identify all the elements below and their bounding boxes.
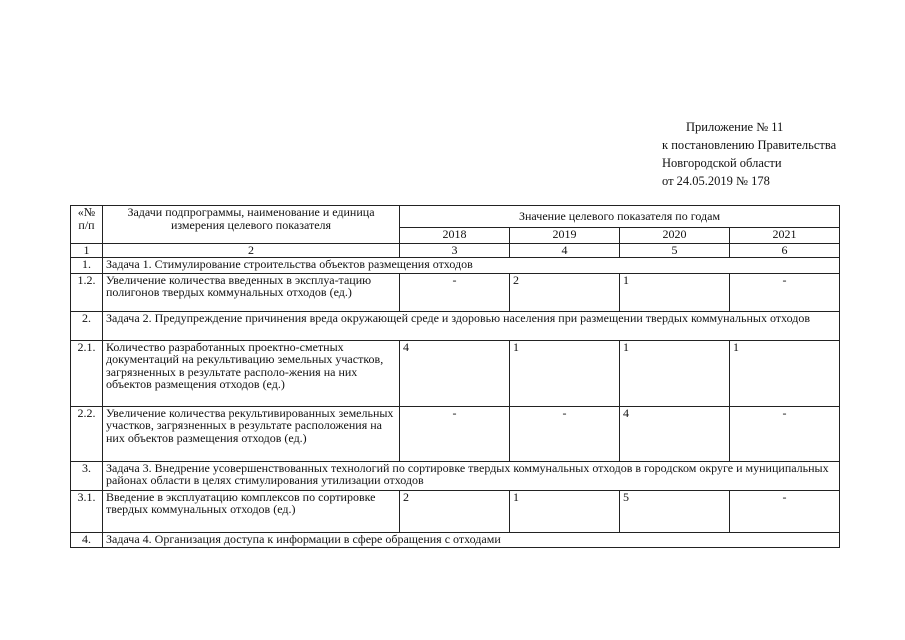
table-row xyxy=(71,461,840,490)
row-number: 2. xyxy=(71,311,103,340)
value-cell: - xyxy=(730,406,840,461)
table-row xyxy=(71,340,840,406)
index-cell: 5 xyxy=(620,244,730,258)
appendix-resolution: к постановлению Правительства xyxy=(662,138,837,152)
table-row xyxy=(71,311,840,340)
row-number: 1. xyxy=(71,257,103,273)
row-number: 3.1. xyxy=(71,490,103,532)
table-row xyxy=(71,490,840,532)
value-cell: 2 xyxy=(400,490,510,532)
row-number: 2.2. xyxy=(71,406,103,461)
header-task: Задачи подпрограммы, наименование и единица измерения целевого показателя xyxy=(103,206,400,244)
value-cell: 2 xyxy=(510,273,620,311)
appendix-date: от 24.05.2019 № 178 xyxy=(662,174,770,188)
header-values: Значение целевого показателя по годам xyxy=(400,206,840,228)
index-cell: 3 xyxy=(400,244,510,258)
row-number: 4. xyxy=(71,532,103,547)
header-year: 2019 xyxy=(510,228,620,244)
indicator-text: Введение в эксплуатацию комплексов по сортировке твердых коммунальных отходов (ед.) xyxy=(103,490,400,532)
appendix-title: Приложение № 11 xyxy=(686,120,784,134)
value-cell: 5 xyxy=(620,490,730,532)
value-cell: 4 xyxy=(620,406,730,461)
value-cell: - xyxy=(730,273,840,311)
table-row xyxy=(71,406,840,461)
value-cell: - xyxy=(730,490,840,532)
value-cell: 1 xyxy=(620,273,730,311)
appendix-region: Новгородской области xyxy=(662,156,782,170)
table-row xyxy=(71,532,840,547)
indicator-text: Увеличение количества рекультивированных земельных участков, загрязненных в результате расположения на них объектов размещения отходов (ед.) xyxy=(103,406,400,461)
appendix-header xyxy=(662,118,836,190)
task-heading: Задача 4. Организация доступа к информации в сфере обращения с отходами xyxy=(103,532,840,547)
row-number: 2.1. xyxy=(71,340,103,406)
header-year: 2018 xyxy=(400,228,510,244)
value-cell: 1 xyxy=(510,340,620,406)
table-row xyxy=(71,257,840,273)
row-number: 3. xyxy=(71,461,103,490)
header-num: «№ п/п xyxy=(71,206,103,244)
index-cell: 2 xyxy=(103,244,400,258)
index-cell: 1 xyxy=(71,244,103,258)
value-cell: - xyxy=(400,406,510,461)
value-cell: 1 xyxy=(730,340,840,406)
table-row xyxy=(71,273,840,311)
indicator-text: Количество разработанных проектно-сметных документаций на рекультивацию земельных участков, загрязненных в результате располо-жения на них объектов размещения отходов (ед.) xyxy=(103,340,400,406)
value-cell: 4 xyxy=(400,340,510,406)
value-cell: 1 xyxy=(510,490,620,532)
task-heading: Задача 3. Внедрение усовершенствованных технологий по сортировке твердых коммунальных отходов в городском округе и муниципальных районах области в целях стимулирования утилизации отходов xyxy=(103,461,840,490)
task-heading: Задача 2. Предупреждение причинения вреда окружающей среде и здоровью населения при размещении твердых коммунальных отходов xyxy=(103,311,840,340)
indicators-table xyxy=(70,205,840,548)
value-cell: 1 xyxy=(620,340,730,406)
task-heading: Задача 1. Стимулирование строительства объектов размещения отходов xyxy=(103,257,840,273)
header-year: 2021 xyxy=(730,228,840,244)
value-cell: - xyxy=(400,273,510,311)
row-number: 1.2. xyxy=(71,273,103,311)
index-cell: 4 xyxy=(510,244,620,258)
value-cell: - xyxy=(510,406,620,461)
header-year: 2020 xyxy=(620,228,730,244)
indicator-text: Увеличение количества введенных в эксплуа-тацию полигонов твердых коммунальных отходов (ед.) xyxy=(103,273,400,311)
index-cell: 6 xyxy=(730,244,840,258)
